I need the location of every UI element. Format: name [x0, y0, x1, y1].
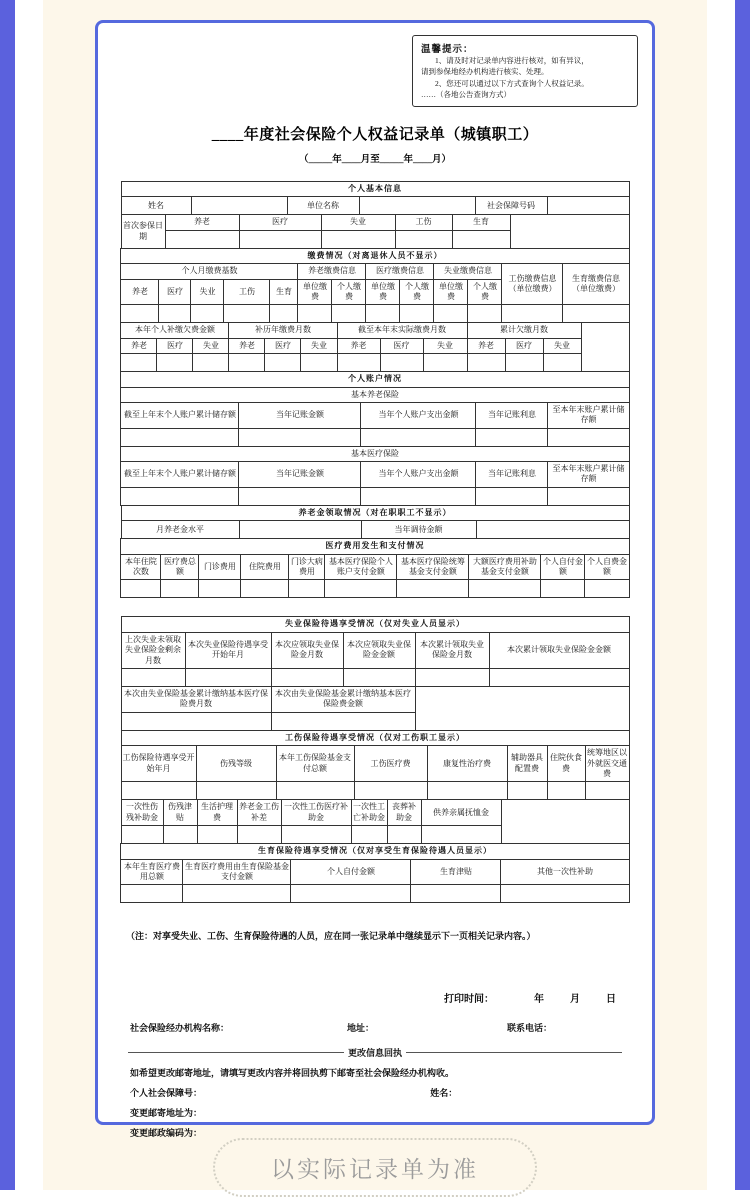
- col-header: 基本医疗保险个人账户支付金额: [325, 554, 397, 580]
- col-header: 医疗: [505, 338, 543, 353]
- col-header: 康复性治疗费: [427, 746, 507, 782]
- print-day: 日: [606, 994, 616, 1006]
- col-header: 当年个人账户支出金额: [361, 462, 476, 488]
- value-cell: [489, 668, 629, 686]
- receipt-new-zip-label: 变更邮政编码为：: [130, 1128, 203, 1139]
- group-header-unemployment: 失业缴费信息: [434, 264, 502, 279]
- value-cell: [337, 354, 380, 372]
- subsection-pension: 基本养老保险: [121, 387, 629, 402]
- receipt-new-address-label: 变更邮寄地址为：: [130, 1108, 203, 1119]
- injury-table-2: [121, 799, 630, 844]
- col-header: 失业: [191, 279, 224, 305]
- col-header: 本次累计领取失业保险金月数: [415, 632, 489, 668]
- col-header: 统筹地区以外就医交通费: [585, 746, 629, 782]
- label-name: 姓名: [121, 197, 191, 215]
- label-first-enroll-date: 首次参保日期: [121, 215, 165, 248]
- value-cell: [265, 354, 301, 372]
- col-header: 医疗: [265, 338, 301, 353]
- col-header: 生育医疗费用由生育保险基金支付金额: [183, 859, 291, 885]
- col-header: 失业: [543, 338, 581, 353]
- col-header: 本次应领取失业保险金月数: [271, 632, 343, 668]
- value-cell: [199, 580, 241, 598]
- col-header: 失业: [193, 338, 229, 353]
- value-cell: [395, 230, 452, 248]
- notice-line: ……（各地公告查询方式）: [421, 89, 511, 99]
- table-block-2: [98, 616, 652, 903]
- col-header: 工伤医疗费: [354, 746, 427, 782]
- value-cell: [434, 305, 468, 323]
- col-header: 养老: [121, 279, 159, 305]
- record-sheet-card: [95, 20, 655, 1139]
- medical-fee-table: [120, 538, 629, 598]
- address-label: 地址：: [347, 1023, 375, 1034]
- col-header: 至本年末账户累计储存额: [548, 402, 629, 428]
- value-cell: [121, 354, 157, 372]
- value-cell: [224, 305, 270, 323]
- group-header-arrears: 本年个人补缴欠费金额: [121, 323, 229, 338]
- value-cell: [415, 686, 629, 730]
- col-header: 单位缴费: [434, 279, 468, 305]
- value-cell: [121, 580, 161, 598]
- col-header: 个人自费金额: [585, 554, 629, 580]
- col-header: 当年记账金额: [239, 402, 361, 428]
- label-adjust-amount: 当年调待金额: [361, 521, 476, 539]
- col-header: 一次性工伤医疗补助金: [281, 800, 351, 826]
- value-cell: [585, 580, 629, 598]
- label-fund-paid-amount: 本次由失业保险基金累计缴纳基本医疗保险费金额: [271, 686, 415, 712]
- col-header: 养老金工伤补差: [237, 800, 281, 826]
- value-cell: [468, 305, 502, 323]
- value-cell: [191, 305, 224, 323]
- col-header: 医疗费总额: [161, 554, 199, 580]
- payment-table-1: [120, 248, 629, 324]
- value-cell: [380, 354, 423, 372]
- value-cell: [121, 428, 239, 446]
- col-header: 本年工伤保险基金支付总额: [276, 746, 354, 782]
- col-header: 养老: [337, 338, 380, 353]
- col-header: 截至上年末个人账户累计储存额: [121, 462, 239, 488]
- value-cell: [165, 230, 239, 248]
- group-header-base: 个人月缴费基数: [121, 264, 298, 279]
- value-cell: [427, 782, 507, 800]
- section-title-pension-receive: 养老金领取情况（对在职职工不显示）: [121, 505, 629, 520]
- basic-info-table: [121, 181, 630, 215]
- col-header: 截至上年末个人账户累计储存额: [121, 402, 239, 428]
- value-cell: [121, 668, 185, 686]
- col-header: 本年生育医疗费用总额: [121, 859, 183, 885]
- notice-line: 1、请及时对记录单内容进行核对，如有异议，: [435, 56, 589, 65]
- receipt-name-label: 姓名：: [430, 1088, 458, 1099]
- col-header: 个人自付金额: [541, 554, 585, 580]
- cream-panel: [43, 0, 707, 1190]
- maternity-table: [120, 843, 629, 903]
- value-cell: [359, 197, 475, 215]
- value-cell: [121, 305, 159, 323]
- col-header: 养老: [165, 215, 239, 230]
- group-header-maternity: 生育缴费信息（单位缴费）: [563, 264, 629, 305]
- value-cell: [510, 215, 629, 248]
- label-fund-paid-months: 本次由失业保险基金累计缴纳基本医疗保险费月数: [121, 686, 271, 712]
- col-header: 工伤保险待遇享受开始年月: [121, 746, 196, 782]
- value-cell: [387, 826, 421, 844]
- value-cell: [476, 521, 629, 539]
- value-cell: [276, 782, 354, 800]
- col-header: 生育: [452, 215, 510, 230]
- col-header: 当年记账利息: [476, 462, 548, 488]
- section-title-medical-fee: 医疗费用发生和支付情况: [121, 539, 629, 554]
- value-cell: [507, 782, 547, 800]
- value-cell: [421, 826, 501, 844]
- personal-account-table: [120, 371, 629, 506]
- value-cell: [343, 668, 415, 686]
- value-cell: [271, 712, 415, 730]
- value-cell: [502, 305, 563, 323]
- divider-line: [406, 1052, 622, 1053]
- value-cell: [191, 197, 287, 215]
- value-cell: [121, 487, 239, 505]
- value-cell: [400, 305, 434, 323]
- col-header: 当年个人账户支出金额: [361, 402, 476, 428]
- value-cell: [476, 428, 548, 446]
- value-cell: [321, 230, 395, 248]
- value-cell: [121, 712, 271, 730]
- value-cell: [239, 521, 361, 539]
- value-cell: [351, 826, 387, 844]
- col-header: 丧葬补助金: [387, 800, 421, 826]
- col-header: 养老: [121, 338, 157, 353]
- value-cell: [581, 323, 629, 372]
- value-cell: [543, 354, 581, 372]
- value-cell: [415, 668, 489, 686]
- col-header: 医疗: [380, 338, 423, 353]
- value-cell: [197, 826, 237, 844]
- section-title-unemployment: 失业保险待遇享受情况（仅对失业人员显示）: [121, 617, 629, 632]
- value-cell: [239, 428, 361, 446]
- value-cell: [366, 305, 400, 323]
- group-header-actual-months: 截至本年末实际缴费月数: [337, 323, 467, 338]
- value-cell: [237, 826, 281, 844]
- value-cell: [469, 580, 541, 598]
- footer-badge: 以实际记录单为准: [213, 1138, 537, 1197]
- agency-line: [98, 1021, 652, 1034]
- value-cell: [563, 305, 629, 323]
- label-monthly-pension: 月养老金水平: [121, 521, 239, 539]
- value-cell: [354, 782, 427, 800]
- col-header: 辅助器具配置费: [507, 746, 547, 782]
- col-header: 其他一次性补助: [501, 859, 629, 885]
- col-header: 伤残津贴: [163, 800, 197, 826]
- value-cell: [121, 826, 163, 844]
- value-cell: [397, 580, 469, 598]
- notice-box: [412, 35, 638, 107]
- col-header: 一次性伤残补助金: [121, 800, 163, 826]
- section-title-basic: 个人基本信息: [121, 182, 629, 197]
- value-cell: [185, 668, 271, 686]
- col-header: 本次累计领取失业保险金金额: [489, 632, 629, 668]
- document-subtitle: （_____年____月至_____年____月）: [298, 155, 451, 165]
- col-header: 失业: [423, 338, 467, 353]
- value-cell: [501, 885, 629, 903]
- group-header-owed-months: 累计欠缴月数: [467, 323, 581, 338]
- print-time-label: 打印时间：: [444, 994, 494, 1006]
- value-cell: [183, 885, 291, 903]
- value-cell: [270, 305, 298, 323]
- group-header-injury: 工伤缴费信息（单位缴费）: [502, 264, 563, 305]
- col-header: 门诊大病费用: [289, 554, 325, 580]
- value-cell: [291, 885, 411, 903]
- col-header: 当年记账金额: [239, 462, 361, 488]
- col-header: 生育: [270, 279, 298, 305]
- value-cell: [547, 782, 585, 800]
- value-cell: [271, 668, 343, 686]
- col-header: 当年记账利息: [476, 402, 548, 428]
- value-cell: [548, 487, 629, 505]
- value-cell: [325, 580, 397, 598]
- receipt-ssn-line: [98, 1086, 652, 1099]
- value-cell: [289, 580, 325, 598]
- receipt-divider: [128, 1046, 622, 1059]
- value-cell: [301, 354, 337, 372]
- value-cell: [161, 580, 199, 598]
- col-header: 门诊费用: [199, 554, 241, 580]
- col-header: 医疗: [159, 279, 191, 305]
- print-year: 年: [534, 994, 544, 1006]
- col-header: 单位缴费: [366, 279, 400, 305]
- col-header: 工伤: [395, 215, 452, 230]
- document-title: ____年度社会保险个人权益记录单（城镇职工）: [211, 127, 539, 143]
- col-header: 养老: [467, 338, 505, 353]
- value-cell: [541, 580, 585, 598]
- col-header: 个人缴费: [400, 279, 434, 305]
- col-header: 生活护理费: [197, 800, 237, 826]
- col-header: 上次失业未领取失业保险金剩余月数: [121, 632, 185, 668]
- unemployment-table: [121, 616, 630, 730]
- notice-title: 温馨提示：: [421, 45, 474, 55]
- table-block-1: [98, 181, 652, 598]
- injury-table-1: [121, 730, 630, 801]
- pension-receive-table: [121, 505, 630, 539]
- receipt-instruction: 如希望更改邮寄地址，请填写更改内容并将回执剪下邮寄至社会保险经办机构收。: [130, 1068, 455, 1079]
- group-header-backpay-months: 补历年缴费月数: [229, 323, 337, 338]
- label-ssn: 社会保障号码: [475, 197, 547, 215]
- value-cell: [239, 487, 361, 505]
- phone-label: 联系电话：: [507, 1023, 553, 1034]
- value-cell: [298, 305, 332, 323]
- value-cell: [196, 782, 276, 800]
- value-cell: [547, 197, 629, 215]
- section-title-payment: 缴费情况（对离退休人员不显示）: [121, 248, 629, 263]
- col-header: 一次性工亡补助金: [351, 800, 387, 826]
- value-cell: [157, 354, 193, 372]
- group-header-medical: 医疗缴费信息: [366, 264, 434, 279]
- col-header: 生育津贴: [411, 859, 501, 885]
- footer-badge-wrap: [43, 1138, 707, 1197]
- agency-name-label: 社会保险经办机构名称：: [130, 1023, 230, 1034]
- value-cell: [361, 428, 476, 446]
- value-cell: [121, 782, 196, 800]
- value-cell: [548, 428, 629, 446]
- value-cell: [476, 487, 548, 505]
- first-enroll-table: [121, 214, 630, 248]
- value-cell: [229, 354, 265, 372]
- white-frame: [15, 0, 735, 1190]
- col-header: 本年住院次数: [121, 554, 161, 580]
- col-header: 个人缴费: [332, 279, 366, 305]
- group-header-pension: 养老缴费信息: [298, 264, 366, 279]
- value-cell: [361, 487, 476, 505]
- col-header: 个人自付金额: [291, 859, 411, 885]
- value-cell: [505, 354, 543, 372]
- section-title-injury: 工伤保险待遇享受情况（仅对工伤职工显示）: [121, 730, 629, 745]
- section-title-account: 个人账户情况: [121, 372, 629, 387]
- value-cell: [423, 354, 467, 372]
- col-header: 大额医疗费用补助基金支付金额: [469, 554, 541, 580]
- value-cell: [501, 800, 629, 844]
- col-header: 医疗: [157, 338, 193, 353]
- value-cell: [239, 230, 321, 248]
- value-cell: [241, 580, 289, 598]
- col-header: 本次失业保险待遇享受开始年月: [185, 632, 271, 668]
- value-cell: [281, 826, 351, 844]
- col-header: 医疗: [239, 215, 321, 230]
- print-time-line: [98, 990, 616, 1005]
- col-header: 至本年末账户累计储存额: [548, 462, 629, 488]
- subsection-medical: 基本医疗保险: [121, 446, 629, 461]
- value-cell: [411, 885, 501, 903]
- col-header: 单位缴费: [298, 279, 332, 305]
- col-header: 工伤: [224, 279, 270, 305]
- notice-line: 2、您还可以通过以下方式查询个人权益记录。: [435, 78, 589, 88]
- col-header: 伤残等级: [196, 746, 276, 782]
- col-header: 个人缴费: [468, 279, 502, 305]
- col-header: 供养亲属抚恤金: [421, 800, 501, 826]
- payment-table-2: [120, 322, 629, 372]
- section-title-maternity: 生育保险待遇享受情况（仅对享受生育保险待遇人员显示）: [121, 844, 629, 859]
- divider-line: [128, 1052, 344, 1053]
- value-cell: [163, 826, 197, 844]
- value-cell: [159, 305, 191, 323]
- col-header: 住院伙食费: [547, 746, 585, 782]
- col-header: 养老: [229, 338, 265, 353]
- col-header: 失业: [321, 215, 395, 230]
- value-cell: [332, 305, 366, 323]
- footnote: （注：对享受失业、工伤、生育保险待遇的人员，应在同一张记录单中继续显示下一页相关记录内容。）: [126, 931, 536, 942]
- value-cell: [585, 782, 629, 800]
- col-header: 失业: [301, 338, 337, 353]
- notice-line: 请到参保地经办机构进行核实、处理。: [421, 67, 549, 77]
- receipt-title: 更改信息回执: [348, 1048, 403, 1059]
- value-cell: [452, 230, 510, 248]
- receipt-ssn-label: 个人社会保障号：: [130, 1088, 203, 1099]
- value-cell: [193, 354, 229, 372]
- col-header: 住院费用: [241, 554, 289, 580]
- col-header: 基本医疗保险统筹基金支付金额: [397, 554, 469, 580]
- value-cell: [121, 885, 183, 903]
- col-header: 本次应领取失业保险金金额: [343, 632, 415, 668]
- value-cell: [467, 354, 505, 372]
- label-unit-name: 单位名称: [287, 197, 359, 215]
- print-month: 月: [570, 994, 580, 1006]
